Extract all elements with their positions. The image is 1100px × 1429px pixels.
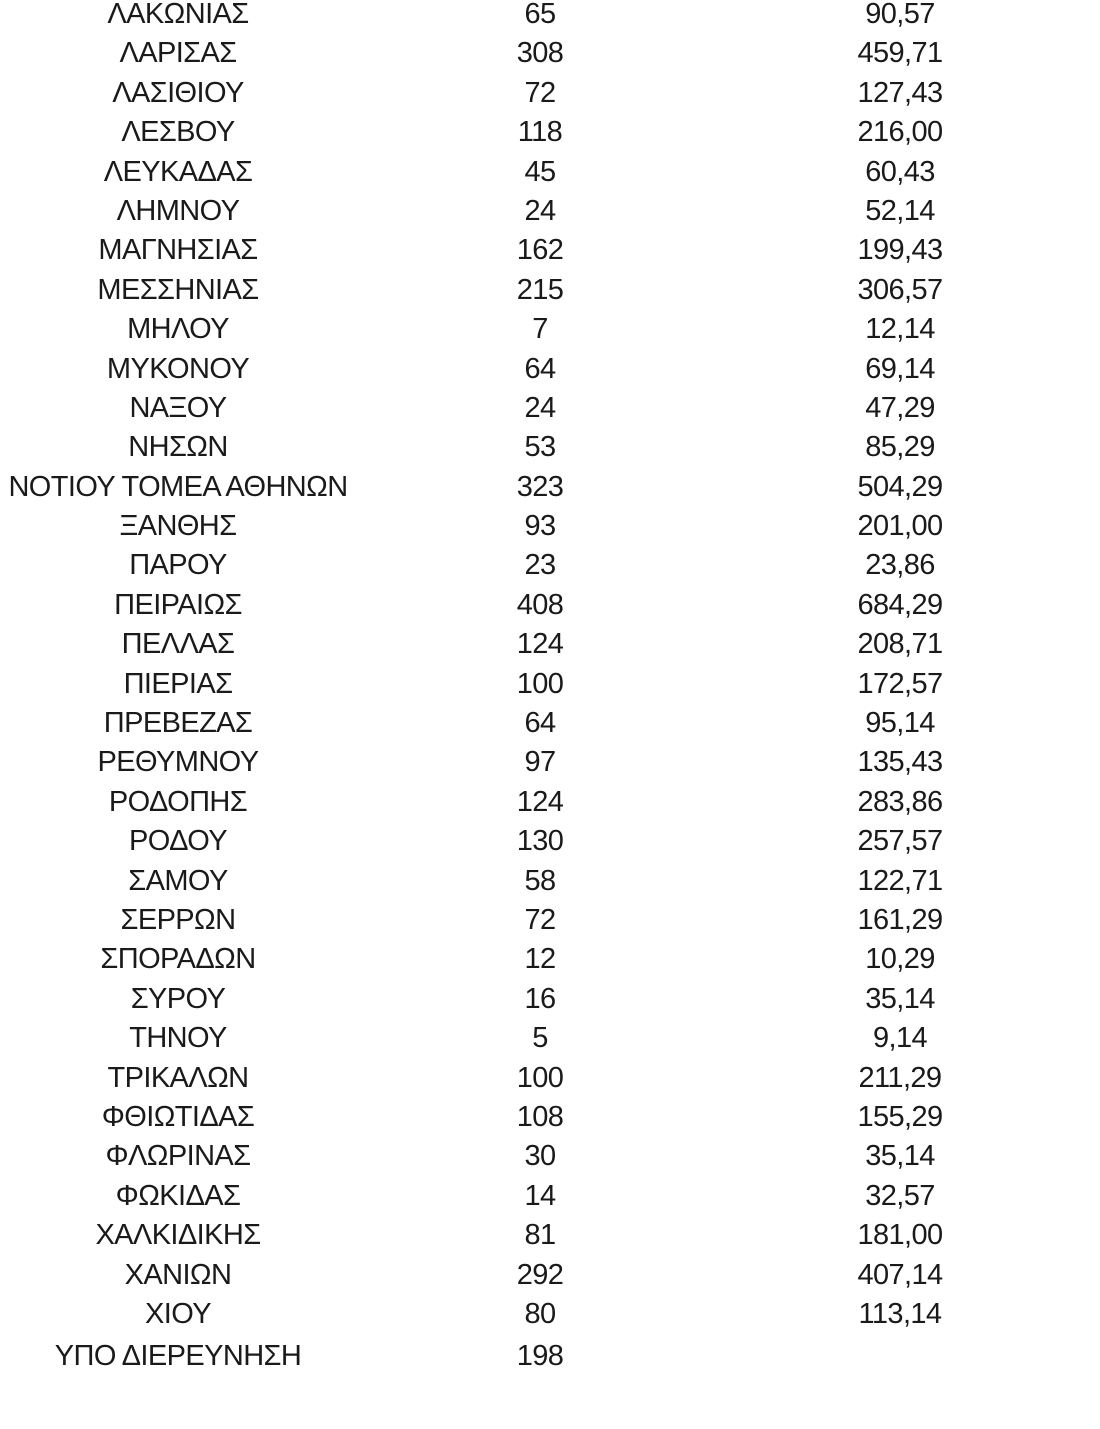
average-value: 122,71 bbox=[857, 864, 943, 897]
table-row bbox=[0, 1216, 1100, 1255]
table-row bbox=[0, 74, 1100, 113]
case-count: 58 bbox=[524, 864, 556, 897]
regional-unit-name: ΛΕΣΒΟΥ bbox=[121, 116, 235, 149]
regional-unit-name: ΝΟΤΙΟΥ ΤΟΜΕΑ ΑΘΗΝΩΝ bbox=[8, 470, 348, 503]
table-row bbox=[0, 901, 1100, 940]
regional-unit-name: ΛΕΥΚΑΔΑΣ bbox=[103, 155, 253, 188]
case-count: 81 bbox=[524, 1219, 556, 1252]
case-count: 100 bbox=[516, 667, 564, 700]
regional-unit-name: ΛΑΣΙΘΙΟΥ bbox=[112, 76, 244, 109]
average-value: 90,57 bbox=[865, 0, 935, 30]
regional-unit-name: ΥΠΟ ΔΙΕΡΕΥΝΗΣΗ bbox=[54, 1340, 302, 1373]
average-value: 135,43 bbox=[857, 746, 943, 779]
table-row bbox=[0, 1334, 1100, 1373]
case-count: 53 bbox=[524, 431, 556, 464]
average-value: 85,29 bbox=[865, 431, 935, 464]
regional-unit-name: ΛΗΜΝΟΥ bbox=[116, 194, 240, 227]
regional-unit-name: ΜΥΚΟΝΟΥ bbox=[106, 352, 250, 385]
average-value: 201,00 bbox=[857, 510, 943, 543]
average-value: 155,29 bbox=[857, 1100, 943, 1133]
regional-unit-name: ΡΟΔΟΠΗΣ bbox=[108, 785, 248, 818]
case-count: 215 bbox=[516, 273, 564, 306]
regional-unit-name: ΜΑΓΝΗΣΙΑΣ bbox=[98, 234, 258, 267]
table-row bbox=[0, 704, 1100, 743]
average-value: 172,57 bbox=[857, 667, 943, 700]
average-value: 684,29 bbox=[857, 588, 943, 621]
average-value: 306,57 bbox=[857, 273, 943, 306]
table-row bbox=[0, 940, 1100, 979]
regional-unit-name: ΞΑΝΘΗΣ bbox=[119, 510, 237, 543]
table-row bbox=[0, 1295, 1100, 1334]
regional-unit-name: ΡΕΘΥΜΝΟΥ bbox=[97, 746, 259, 779]
case-count: 24 bbox=[524, 194, 556, 227]
average-value: 283,86 bbox=[857, 785, 943, 818]
case-count: 80 bbox=[524, 1297, 556, 1330]
case-count: 130 bbox=[516, 825, 564, 858]
table-row bbox=[0, 468, 1100, 507]
table-row bbox=[0, 192, 1100, 231]
average-value: 181,00 bbox=[857, 1219, 943, 1252]
table-row bbox=[0, 862, 1100, 901]
average-value: 161,29 bbox=[857, 903, 943, 936]
case-count: 24 bbox=[524, 391, 556, 424]
table-row bbox=[0, 350, 1100, 389]
case-count: 30 bbox=[524, 1140, 556, 1173]
table-row bbox=[0, 625, 1100, 664]
average-value: 47,29 bbox=[865, 391, 935, 424]
table-row bbox=[0, 0, 1100, 34]
case-count: 198 bbox=[516, 1340, 564, 1373]
average-value: 257,57 bbox=[857, 825, 943, 858]
regional-unit-name: ΝΗΣΩΝ bbox=[128, 431, 228, 464]
table-row bbox=[0, 822, 1100, 861]
regional-unit-name: ΧΑΛΚΙΔΙΚΗΣ bbox=[95, 1219, 261, 1252]
average-value: 23,86 bbox=[865, 549, 935, 582]
average-value: 504,29 bbox=[857, 470, 943, 503]
table-row bbox=[0, 271, 1100, 310]
regional-unit-name: ΤΗΝΟΥ bbox=[129, 1022, 227, 1055]
average-value: 60,43 bbox=[865, 155, 935, 188]
case-count: 100 bbox=[516, 1061, 564, 1094]
table-row bbox=[0, 34, 1100, 73]
average-value: 211,29 bbox=[858, 1061, 942, 1094]
table-row bbox=[0, 1059, 1100, 1098]
average-value bbox=[830, 1337, 970, 1376]
regional-unit-name: ΡΟΔΟΥ bbox=[128, 825, 228, 858]
case-count: 5 bbox=[532, 1022, 548, 1055]
table-row bbox=[0, 743, 1100, 782]
average-value: 459,71 bbox=[857, 37, 943, 70]
regional-unit-name: ΣΑΜΟΥ bbox=[128, 864, 228, 897]
regional-unit-name: ΠΕΛΛΑΣ bbox=[121, 628, 235, 661]
case-count: 118 bbox=[517, 116, 563, 149]
regional-unit-name: ΠΕΙΡΑΙΩΣ bbox=[114, 588, 242, 621]
regional-unit-name: ΦΛΩΡΙΝΑΣ bbox=[105, 1140, 251, 1173]
regional-unit-name: ΧΙΟΥ bbox=[145, 1297, 211, 1330]
regional-unit-name: ΣΠΟΡΑΔΩΝ bbox=[100, 943, 256, 976]
case-count: 64 bbox=[524, 707, 556, 740]
table-row bbox=[0, 310, 1100, 349]
regional-unit-name: ΜΗΛΟΥ bbox=[127, 313, 229, 346]
case-count: 45 bbox=[524, 155, 556, 188]
table-row bbox=[0, 428, 1100, 467]
regional-unit-name: ΤΡΙΚΑΛΩΝ bbox=[107, 1061, 249, 1094]
case-count: 97 bbox=[524, 746, 556, 779]
case-count: 23 bbox=[524, 549, 556, 582]
case-count: 64 bbox=[524, 352, 556, 385]
table-row bbox=[0, 1256, 1100, 1295]
regional-unit-name: ΦΘΙΩΤΙΔΑΣ bbox=[101, 1100, 255, 1133]
table-row bbox=[0, 1098, 1100, 1137]
regional-unit-name: ΠΑΡΟΥ bbox=[129, 549, 227, 582]
case-count: 162 bbox=[516, 234, 564, 267]
regional-unit-name: ΦΩΚΙΔΑΣ bbox=[115, 1179, 241, 1212]
table-row bbox=[0, 546, 1100, 585]
table-row bbox=[0, 665, 1100, 704]
table-row bbox=[0, 153, 1100, 192]
case-count: 124 bbox=[516, 785, 564, 818]
average-value: 10,29 bbox=[865, 943, 935, 976]
regional-unit-name: ΛΑΡΙΣΑΣ bbox=[119, 37, 237, 70]
average-value: 407,14 bbox=[857, 1258, 943, 1291]
average-value: 12,14 bbox=[865, 313, 935, 346]
case-count: 12 bbox=[524, 943, 556, 976]
table-row bbox=[0, 1137, 1100, 1176]
case-count: 93 bbox=[524, 510, 556, 543]
table-row bbox=[0, 231, 1100, 270]
regional-unit-name: ΠΡΕΒΕΖΑΣ bbox=[103, 707, 253, 740]
average-value: 52,14 bbox=[865, 194, 935, 227]
table-row bbox=[0, 507, 1100, 546]
average-value: 208,71 bbox=[857, 628, 943, 661]
regional-unit-name: ΣΥΡΟΥ bbox=[130, 982, 226, 1015]
case-count: 14 bbox=[524, 1179, 556, 1212]
case-count: 308 bbox=[516, 37, 564, 70]
regional-unit-name: ΣΕΡΡΩΝ bbox=[120, 903, 236, 936]
table-row bbox=[0, 113, 1100, 152]
case-count: 323 bbox=[516, 470, 564, 503]
regional-unit-name: ΧΑΝΙΩΝ bbox=[124, 1258, 232, 1291]
regional-unit-name: ΠΙΕΡΙΑΣ bbox=[123, 667, 233, 700]
case-count: 292 bbox=[516, 1258, 564, 1291]
table-row bbox=[0, 586, 1100, 625]
average-value: 35,14 bbox=[865, 982, 935, 1015]
average-value: 216,00 bbox=[857, 116, 943, 149]
average-value: 127,43 bbox=[857, 76, 943, 109]
regional-unit-name: ΛΑΚΩΝΙΑΣ bbox=[107, 0, 249, 30]
case-count: 16 bbox=[524, 982, 556, 1015]
average-value: 199,43 bbox=[857, 234, 943, 267]
table-row bbox=[0, 389, 1100, 428]
average-value: 35,14 bbox=[865, 1140, 935, 1173]
case-count: 124 bbox=[516, 628, 564, 661]
case-count: 7 bbox=[532, 313, 548, 346]
case-count: 408 bbox=[516, 588, 564, 621]
case-count: 72 bbox=[524, 903, 556, 936]
case-count: 72 bbox=[524, 76, 556, 109]
average-value: 32,57 bbox=[865, 1179, 935, 1212]
table-row bbox=[0, 1019, 1100, 1058]
regional-unit-name: ΝΑΞΟΥ bbox=[129, 391, 227, 424]
table-row bbox=[0, 980, 1100, 1019]
average-value: 113,14 bbox=[858, 1297, 942, 1330]
table-row bbox=[0, 1177, 1100, 1216]
case-count: 108 bbox=[516, 1100, 564, 1133]
case-count: 65 bbox=[524, 0, 556, 30]
table-row bbox=[0, 783, 1100, 822]
average-value: 95,14 bbox=[865, 707, 935, 740]
average-value: 9,14 bbox=[872, 1022, 928, 1055]
average-value: 69,14 bbox=[865, 352, 935, 385]
regional-unit-name: ΜΕΣΣΗΝΙΑΣ bbox=[97, 273, 259, 306]
